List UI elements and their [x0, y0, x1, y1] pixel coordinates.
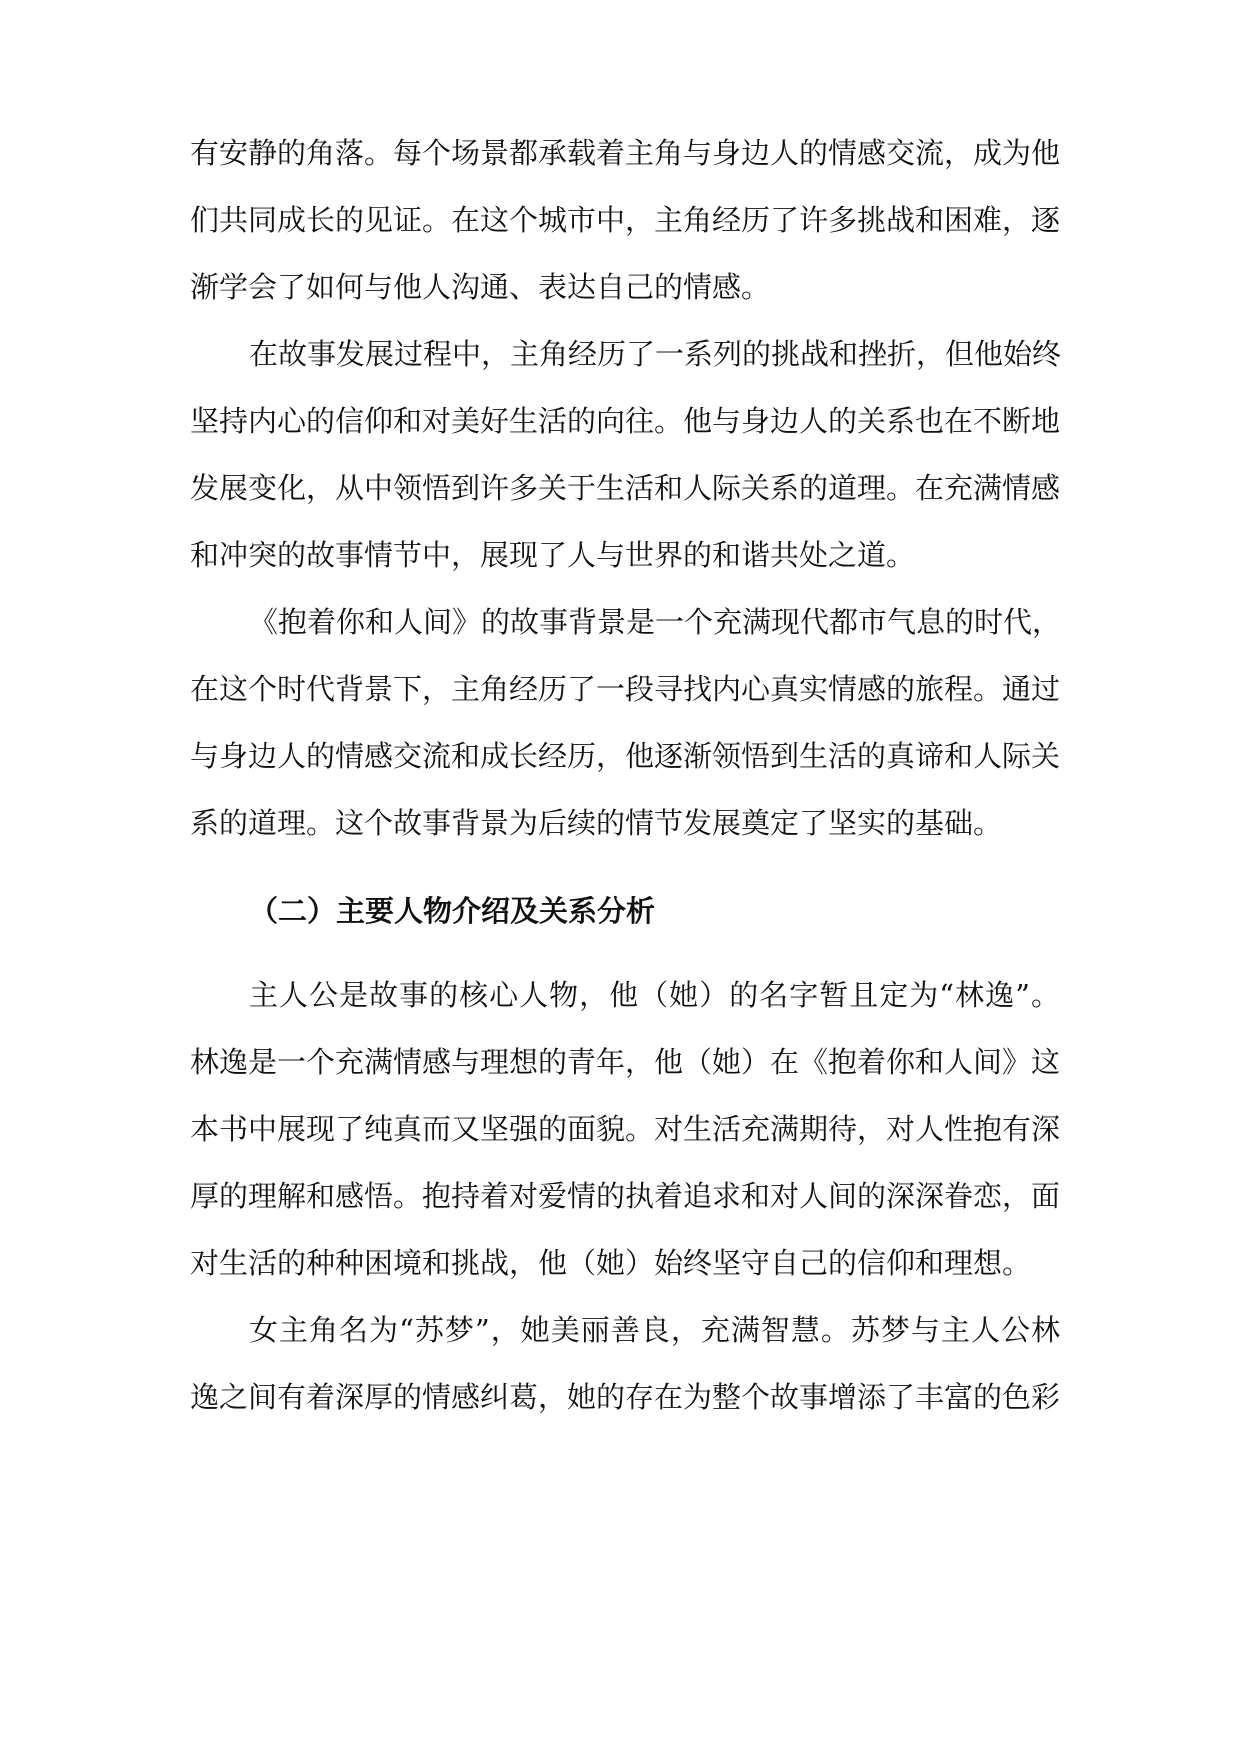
paragraph-3-line-1: 《抱着你和人间》的故事背景是一个充满现代都市气息的时代，	[249, 605, 1062, 639]
paragraph-2-line-2: 坚持内心的信仰和对美好生活的向往。他与身边人的关系也在不断地	[190, 404, 1061, 438]
paragraph-3-line-3: 与身边人的情感交流和成长经历，他逐渐领悟到生活的真谛和人际关	[190, 739, 1061, 773]
paragraph-2-line-3: 发展变化，从中领悟到许多关于生活和人际关系的道理。在充满情感	[190, 471, 1061, 505]
paragraph-3-line-4: 系的道理。这个故事背景为后续的情节发展奠定了坚实的基础。	[190, 806, 1003, 840]
paragraph-1-line-3: 渐学会了如何与他人沟通、表达自己的情感。	[190, 270, 771, 304]
paragraph-1-line-1: 有安静的角落。每个场景都承载着主角与身边人的情感交流，成为他	[190, 136, 1061, 170]
paragraph-3-line-2: 在这个时代背景下，主角经历了一段寻找内心真实情感的旅程。通过	[190, 672, 1061, 706]
section-paragraph-2-line-1: 女主角名为“苏梦”，她美丽善良，充满智慧。苏梦与主人公林	[249, 1313, 1060, 1347]
paragraph-2-line-4: 和冲突的故事情节中，展现了人与世界的和谐共处之道。	[190, 538, 916, 572]
section-paragraph-1-line-3: 本书中展现了纯真而又坚强的面貌。对生活充满期待，对人性抱有深	[190, 1112, 1061, 1146]
section-paragraph-1-line-1: 主人公是故事的核心人物，他（她）的名字暂且定为“林逸”。	[249, 978, 1060, 1012]
paragraph-1-line-2: 们共同成长的见证。在这个城市中，主角经历了许多挑战和困难，逐	[190, 203, 1061, 237]
section-paragraph-1-line-5: 对生活的种种困境和挑战，他（她）始终坚守自己的信仰和理想。	[190, 1246, 1032, 1280]
section-paragraph-2-line-2: 逸之间有着深厚的情感纠葛，她的存在为整个故事增添了丰富的色彩	[190, 1380, 1061, 1414]
section-paragraph-1-line-2: 林逸是一个充满情感与理想的青年，他（她）在《抱着你和人间》这	[190, 1045, 1061, 1079]
section-paragraph-1-line-4: 厚的理解和感悟。抱持着对爱情的执着追求和对人间的深深眷恋，面	[190, 1179, 1061, 1213]
section-heading: （二）主要人物介绍及关系分析	[249, 894, 656, 928]
paragraph-2-line-1: 在故事发展过程中，主角经历了一系列的挑战和挫折，但他始终	[249, 337, 1062, 371]
